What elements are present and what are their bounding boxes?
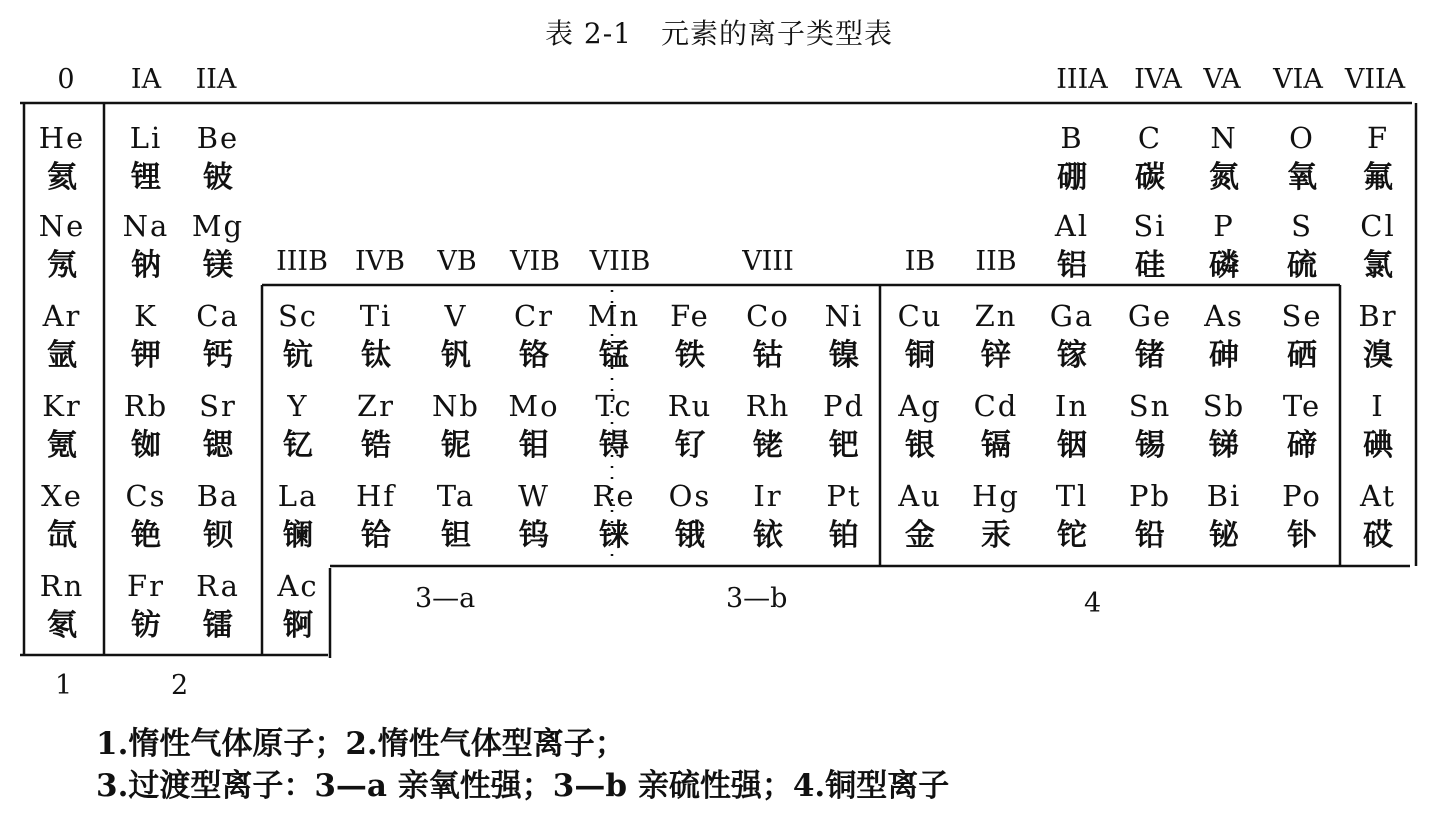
element-chinese-name: 铷 [131, 428, 161, 463]
element-symbol: Pb [1128, 479, 1172, 513]
element-symbol: Ca [196, 299, 240, 333]
element-chinese-name: 铼 [599, 518, 629, 553]
element-symbol: Sr [199, 389, 237, 423]
element-chinese-name: 钽 [441, 518, 471, 553]
group-header: IA [130, 64, 162, 95]
element-symbol: Be [196, 121, 240, 155]
element-symbol: V [444, 299, 468, 333]
element-symbol: Ra [196, 569, 240, 603]
element-chinese-name: 钛 [361, 338, 391, 373]
element-chinese-name: 铬 [519, 338, 549, 373]
element-symbol: In [1054, 389, 1090, 423]
element-chinese-name: 镉 [981, 428, 1011, 463]
element-chinese-name: 银 [905, 428, 935, 463]
region-label-3b: 3—b [726, 583, 788, 614]
element-symbol: Hf [355, 479, 397, 513]
element-chinese-name: 氧 [1287, 160, 1317, 195]
element-symbol: Rn [39, 569, 85, 603]
element-symbol: Ta [436, 479, 476, 513]
element-symbol: Cd [973, 389, 1019, 423]
element-chinese-name: 汞 [981, 518, 1011, 553]
element-symbol: Fr [127, 569, 165, 603]
element-chinese-name: 钠 [131, 248, 161, 283]
element-symbol: Br [1358, 299, 1398, 333]
legend-line-1: 1.惰性气体原子；2.惰性气体型离子； [96, 726, 626, 762]
element-chinese-name: 钙 [203, 338, 233, 373]
element-chinese-name: 氮 [1209, 160, 1239, 195]
element-symbol: Fe [670, 299, 710, 333]
element-chinese-name: 锡 [1135, 428, 1165, 463]
element-chinese-name: 钌 [675, 428, 705, 463]
group-header: IVA [1134, 64, 1182, 95]
element-chinese-name: 锝 [599, 428, 629, 463]
element-chinese-name: 铅 [1135, 518, 1165, 553]
element-symbol: C [1137, 121, 1163, 155]
element-chinese-name: 镁 [203, 248, 233, 283]
element-symbol: Rh [745, 389, 791, 423]
group-header: IIA [195, 64, 237, 95]
element-chinese-name: 氙 [47, 518, 77, 553]
element-chinese-name: 铑 [753, 428, 783, 463]
element-chinese-name: 磷 [1209, 248, 1239, 283]
element-symbol: Cr [513, 299, 555, 333]
element-chinese-name: 氩 [47, 338, 77, 373]
element-chinese-name: 氯 [1363, 248, 1393, 283]
element-chinese-name: 锑 [1209, 428, 1239, 463]
element-chinese-name: 钇 [283, 428, 313, 463]
element-symbol: B [1060, 121, 1084, 155]
element-symbol: Os [668, 479, 712, 513]
element-chinese-name: 锂 [131, 160, 161, 195]
element-chinese-name: 锰 [599, 338, 629, 373]
element-chinese-name: 锗 [1135, 338, 1165, 373]
element-symbol: Hg [972, 479, 1020, 513]
element-symbol: Y [287, 389, 309, 423]
element-symbol: P [1213, 209, 1235, 243]
element-symbol: Ru [667, 389, 713, 423]
element-chinese-name: 氡 [47, 608, 77, 643]
element-symbol: Ne [38, 209, 86, 243]
element-chinese-name: 铯 [131, 518, 161, 553]
element-chinese-name: 钡 [203, 518, 233, 553]
element-chinese-name: 氖 [47, 248, 77, 283]
group-header: IB [904, 246, 936, 277]
element-chinese-name: 铝 [1057, 248, 1087, 283]
element-symbol: S [1291, 209, 1313, 243]
group-header: VIIB [589, 246, 651, 277]
element-symbol: As [1204, 299, 1244, 333]
element-chinese-name: 硒 [1287, 338, 1317, 373]
element-chinese-name: 钯 [829, 428, 859, 463]
element-chinese-name: 硫 [1287, 248, 1317, 283]
element-symbol: Pt [826, 479, 862, 513]
element-symbol: Si [1133, 209, 1167, 243]
element-symbol: Ac [277, 569, 319, 603]
legend-line-2: 3.过渡型离子：3—a 亲氧性强；3—b 亲硫性强；4.铜型离子 [96, 768, 950, 804]
element-symbol: W [518, 479, 550, 513]
element-symbol: F [1366, 121, 1390, 155]
element-chinese-name: 铜 [905, 338, 935, 373]
element-symbol: N [1210, 121, 1238, 155]
element-symbol: Ir [753, 479, 783, 513]
element-symbol: Cl [1360, 209, 1396, 243]
element-symbol: Re [592, 479, 636, 513]
element-symbol: He [38, 121, 86, 155]
region-label-4: 4 [1084, 588, 1102, 619]
element-symbol: Au [898, 479, 942, 513]
element-symbol: Tc [595, 389, 633, 423]
element-symbol: Xe [41, 479, 83, 513]
element-symbol: O [1289, 121, 1315, 155]
element-symbol: Ga [1049, 299, 1095, 333]
element-chinese-name: 钨 [519, 518, 549, 553]
element-chinese-name: 金 [905, 518, 935, 553]
element-symbol: Te [1282, 389, 1322, 423]
group-header: VIIA [1344, 64, 1406, 95]
element-symbol: Ni [824, 299, 864, 333]
element-chinese-name: 锶 [203, 428, 233, 463]
element-symbol: Ar [42, 299, 82, 333]
region-label-2: 2 [171, 670, 189, 701]
element-chinese-name: 锕 [283, 608, 313, 643]
group-header: IIB [975, 246, 1017, 277]
element-symbol: Zr [356, 389, 395, 423]
element-symbol: Mg [191, 209, 245, 243]
element-chinese-name: 锇 [675, 518, 705, 553]
group-header: VIA [1273, 64, 1323, 95]
element-chinese-name: 碘 [1363, 428, 1393, 463]
element-symbol: I [1371, 389, 1385, 423]
element-symbol: Cu [897, 299, 943, 333]
element-symbol: Ba [196, 479, 240, 513]
element-symbol: Po [1282, 479, 1322, 513]
element-symbol: Ti [359, 299, 393, 333]
element-symbol: Kr [42, 389, 82, 423]
element-chinese-name: 铌 [441, 428, 471, 463]
element-symbol: Mo [508, 389, 560, 423]
element-chinese-name: 氦 [47, 160, 77, 195]
element-chinese-name: 钼 [519, 428, 549, 463]
element-chinese-name: 钴 [753, 338, 783, 373]
element-symbol: Al [1054, 209, 1090, 243]
element-chinese-name: 铍 [203, 160, 233, 195]
element-chinese-name: 氪 [47, 428, 77, 463]
element-chinese-name: 砷 [1209, 338, 1239, 373]
element-chinese-name: 铂 [829, 518, 859, 553]
element-symbol: Zn [974, 299, 1018, 333]
element-chinese-name: 钾 [131, 338, 161, 373]
element-chinese-name: 镓 [1057, 338, 1087, 373]
group-header: VA [1203, 64, 1241, 95]
group-header: VB [437, 246, 477, 277]
element-symbol: Sc [277, 299, 319, 333]
element-chinese-name: 铱 [753, 518, 783, 553]
group-header: VIB [509, 246, 560, 277]
element-chinese-name: 氟 [1363, 160, 1393, 195]
element-chinese-name: 铁 [675, 338, 705, 373]
element-chinese-name: 钋 [1287, 518, 1317, 553]
element-chinese-name: 锌 [981, 338, 1011, 373]
element-chinese-name: 碲 [1287, 428, 1317, 463]
element-symbol: Nb [432, 389, 480, 423]
element-chinese-name: 溴 [1363, 338, 1393, 373]
element-symbol: K [134, 299, 158, 333]
element-symbol: Cs [125, 479, 167, 513]
element-chinese-name: 钪 [283, 338, 313, 373]
group-header: IIIB [276, 246, 328, 277]
element-chinese-name: 硅 [1135, 248, 1165, 283]
element-chinese-name: 镍 [829, 338, 859, 373]
element-symbol: Ag [898, 389, 942, 423]
region-label-3a: 3—a [415, 583, 476, 614]
element-chinese-name: 钒 [441, 338, 471, 373]
element-symbol: Tl [1055, 479, 1089, 513]
group-header: VIII [742, 246, 794, 277]
group-header: IVB [354, 246, 405, 277]
element-symbol: Sn [1128, 389, 1172, 423]
element-chinese-name: 硼 [1057, 160, 1087, 195]
element-chinese-name: 钫 [131, 608, 161, 643]
element-symbol: Mn [587, 299, 641, 333]
element-symbol: At [1359, 479, 1397, 513]
element-chinese-name: 碳 [1135, 160, 1165, 195]
group-header: 0 [57, 64, 75, 95]
group-header: IIIA [1056, 64, 1108, 95]
element-symbol: Li [129, 121, 163, 155]
element-chinese-name: 铟 [1057, 428, 1087, 463]
element-symbol: Sb [1202, 389, 1246, 423]
element-symbol: Rb [123, 389, 169, 423]
element-symbol: Pd [822, 389, 866, 423]
element-chinese-name: 铪 [361, 518, 391, 553]
element-symbol: Bi [1206, 479, 1242, 513]
element-chinese-name: 锆 [361, 428, 391, 463]
element-chinese-name: 镧 [283, 518, 313, 553]
element-symbol: Co [746, 299, 790, 333]
element-chinese-name: 镭 [203, 608, 233, 643]
element-chinese-name: 砹 [1363, 518, 1393, 553]
element-chinese-name: 铋 [1209, 518, 1239, 553]
element-symbol: Na [122, 209, 170, 243]
element-chinese-name: 铊 [1057, 518, 1087, 553]
table-title: 表 2-1 元素的离子类型表 [545, 17, 893, 50]
region-label-1: 1 [55, 670, 73, 701]
element-symbol: La [277, 479, 319, 513]
element-symbol: Se [1281, 299, 1323, 333]
element-symbol: Ge [1127, 299, 1173, 333]
